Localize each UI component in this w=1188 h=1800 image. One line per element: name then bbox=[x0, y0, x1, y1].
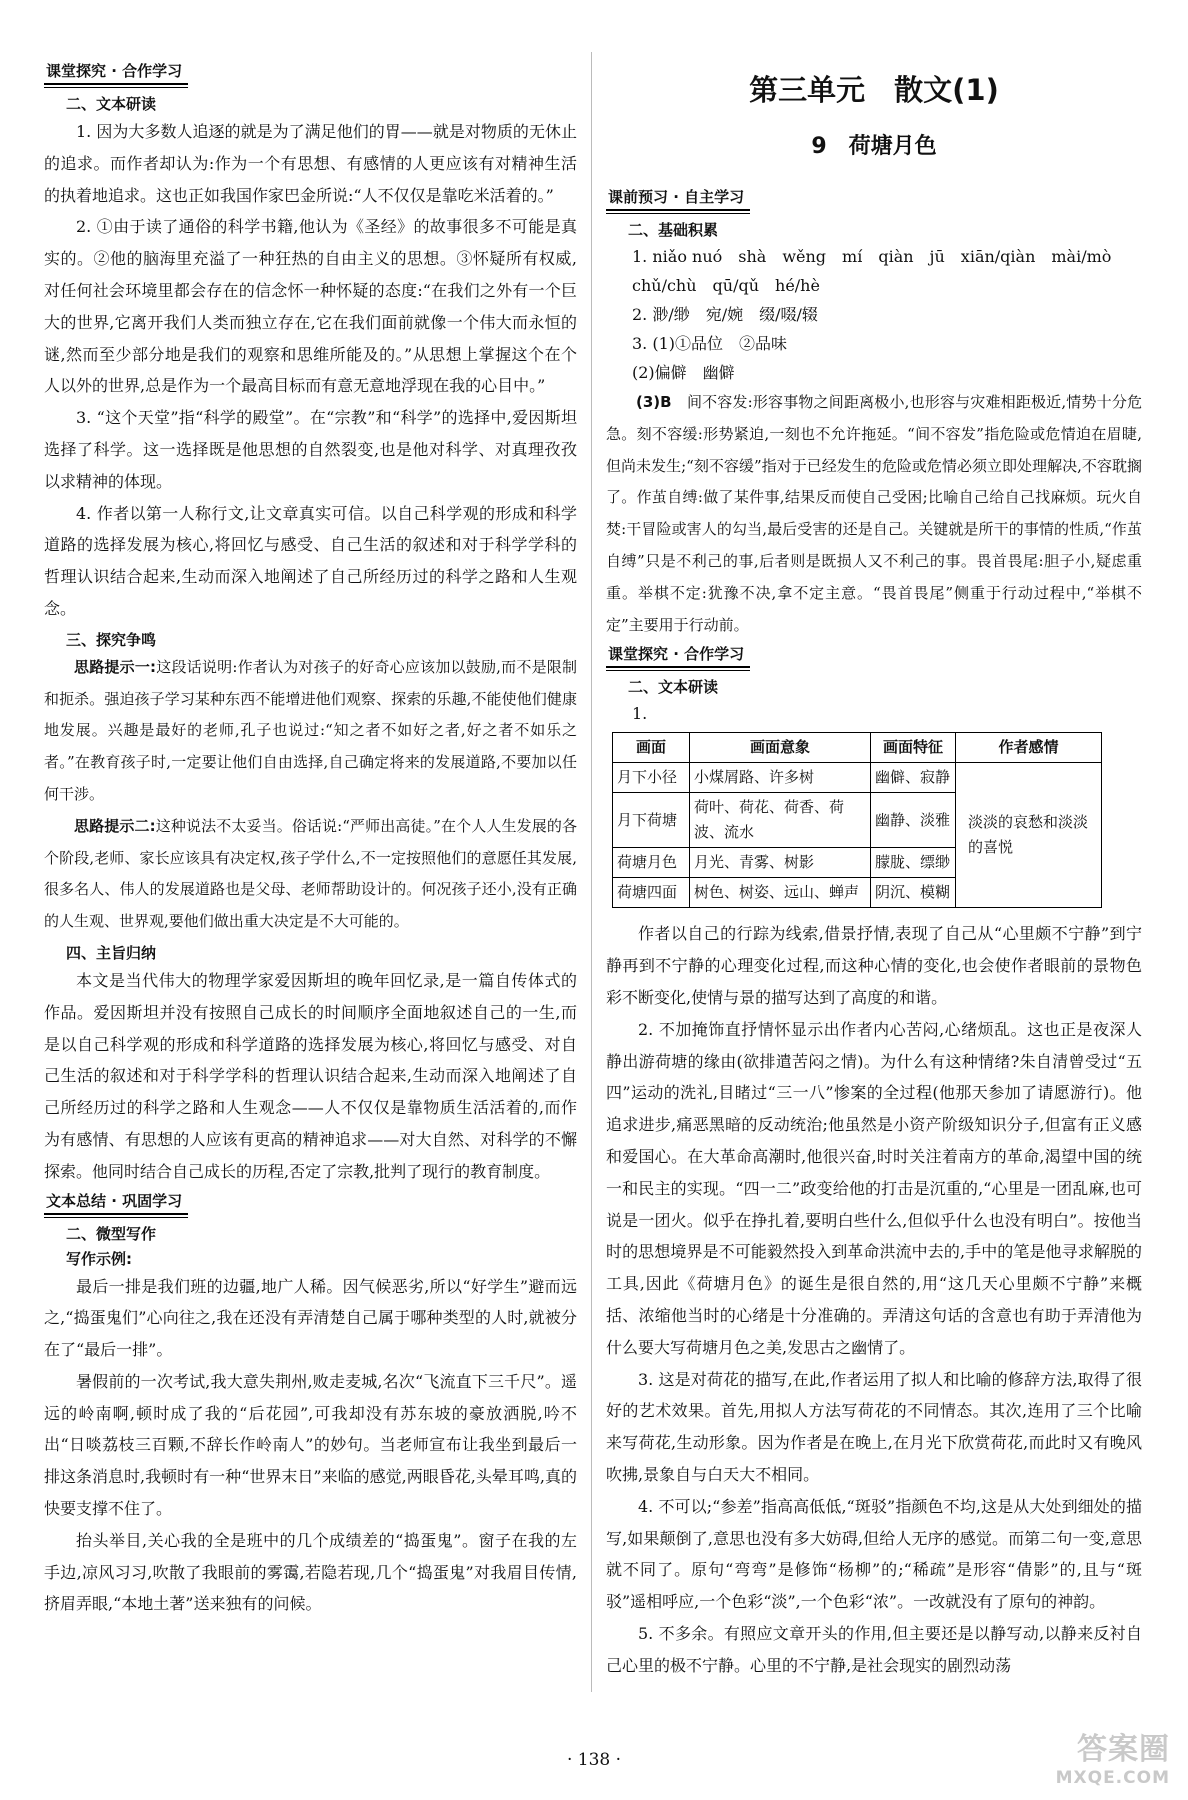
table-cell: 幽静、淡雅 bbox=[871, 793, 956, 848]
right-column bbox=[606, 58, 1142, 1682]
hint-paragraph bbox=[44, 652, 577, 811]
answer-paragraph: 2. ①由于读了通俗的科学书籍,他认为《圣经》的故事很多不可能是真实的。②他的脑海里充溢了一种狂热的自由主义的思想。③怀疑所有权威,对任何社会环境里都会存在的信念怀一种怀疑的态度:“在我们之外有一个巨大的世界,它离开我们人类而独立存在,它在我们面前就像一个伟大而永恒的谜,然而至少部分地是我们的观察和思维所能及的。”从思想上掌握这个在个人以外的世界,总是作为一个最高目标而有意无意地浮现在我的心目中。” bbox=[44, 217, 577, 396]
table-cell: 阴沉、模糊 bbox=[871, 878, 956, 908]
table-header: 画面 bbox=[613, 733, 690, 763]
pinyin-line: 1. niǎo nuó shà wěng mí qiàn jū xiān/qiàn mài/mò bbox=[632, 247, 1112, 266]
answer-paragraph: 3. “这个天堂”指“科学的殿堂”。在“宗教”和“科学”的选择中,爱因斯坦选择了科学。这一选择既是他思想的自然裂变,也是他对科学、对真理孜孜以求精神的体现。 bbox=[44, 408, 577, 491]
answer-paragraph: 3. 这是对荷花的描写,在此,作者运用了拟人和比喻的修辞方法,取得了很好的艺术效果。首先,用拟人方法写荷花的不同情态。其次,连用了三个比喻来写荷花,生动形象。因为作者是在晚上,在月光下欣赏荷花,而此时又有晚风吹拂,景象自与白天大不相同。 bbox=[606, 1369, 1142, 1484]
table-cell: 幽僻、寂静 bbox=[871, 763, 956, 793]
lesson-title: 9 荷塘月色 bbox=[811, 134, 937, 159]
watermark-logo bbox=[1020, 1724, 1170, 1788]
essay-paragraph: 最后一排是我们班的边疆,地广人稀。因气候恶劣,所以“好学生”避而远之,“捣蛋鬼们”心向往之,我在还没有弄清楚自己属于哪种类型的人时,就被分在了“最后一排”。 bbox=[44, 1276, 577, 1360]
section-header: 文本总结 · 巩固学习 bbox=[44, 1190, 188, 1215]
subheading: 写作示例: bbox=[66, 1249, 132, 1268]
hint-label: 思路提示二: bbox=[74, 816, 156, 835]
table-cell: 朦胧、缥缈 bbox=[871, 848, 956, 878]
answer-paragraph: 2. 不加掩饰直抒情怀显示出作者内心苦闷,心绪烦乱。这也正是夜深人静出游荷塘的缘由(欲排遣苦闷之情)。为什么有这种情绪?朱自清曾受过“五四”运动的洗礼,目睹过“三一八”惨案的全过程(他那天参加了请愿游行)。他追求进步,痛恶黑暗的反动统治;他虽然是小资产阶级知识分子,但富有正义感和爱国心。在大革命高潮时,他很兴奋,时时关注着南方的革命,渴望中国的统一和民主的实现。“四一二”政变给他的打击是沉重的,“心里是一团乱麻,也可说是一团火。似乎在挣扎着,要明白些什么,但似乎什么也没有明白”。按他当时的思想境界是不可能毅然投入到革命洪流中去的,手中的笔是他寻求解脱的工具,因此《荷塘月色》的诞生是很自然的,用“这几天心里颇不宁静”来概括、浓缩他当时的心绪是十分准确的。弄清这句话的含意也有助于弄清他为什么要大写荷塘月色之美,发思古之幽情了。 bbox=[606, 1019, 1142, 1357]
page-number: · 138 · bbox=[566, 1750, 622, 1770]
subheading: 二、微型写作 bbox=[66, 1224, 157, 1243]
left-column bbox=[44, 58, 577, 1620]
table-cell: 月下小径 bbox=[613, 763, 690, 793]
hint-label: 思路提示一: bbox=[74, 657, 157, 676]
table-header: 作者感情 bbox=[956, 733, 1102, 763]
table-cell: 月光、青雾、树影 bbox=[690, 848, 871, 878]
section-header: 课堂探究 · 合作学习 bbox=[44, 60, 188, 85]
table-cell: 月下荷塘 bbox=[613, 793, 690, 848]
table-row bbox=[613, 763, 1102, 793]
answer-text: 间不容发:形容事物之间距离极小,也形容与灾难相距极近,情势十分危急。刻不容缓:形势紧迫,一刻也不允许拖延。“间不容发”指危险或危情迫在眉睫,但尚未发生;“刻不容缓”指对于已经发生的危险或危情必须立即处理解决,不容耽搁了。作茧自缚:做了某件事,结果反而使自己受困;比喻自己给自己找麻烦。玩火自焚:干冒险或害人的勾当,最后受害的还是自己。关键就是所干的事情的性质,“作茧自缚”只是不利己的事,后者则是既损人又不利己的事。畏首畏尾:胆子小,疑虑重重。举棋不定:犹豫不决,拿不定主意。“畏首畏尾”侧重于行动过程中,“举棋不定”主要用于行动前。 bbox=[606, 393, 1142, 634]
subheading: 二、文本研读 bbox=[66, 95, 157, 113]
table-header-row bbox=[613, 733, 1102, 763]
answer-paragraph: 5. 不多余。有照应文章开头的作用,但主要还是以静写动,以静来反衬自己心里的极不宁静。心里的不宁静,是社会现实的剧烈动荡 bbox=[606, 1623, 1142, 1675]
hint-text: 这段话说明:作者认为对孩子的好奇心应该加以鼓励,而不是限制和扼杀。强迫孩子学习某种东西不能增进他们观察、探索的乐趣,不能使他们健康地发展。兴趣是最好的老师,孔子也说过:“知之者不如好之者,好之者不如乐之者。”在教育孩子时,一定要让他们自由选择,自己确定将来的发展道路,不要加以任何干涉。 bbox=[44, 657, 578, 803]
pinyin-line: chǔ/chù qū/qǔ hé/hè bbox=[632, 276, 820, 295]
table-cell: 小煤屑路、许多树 bbox=[690, 763, 871, 793]
watermark-text: 答案圈 bbox=[1077, 1732, 1170, 1767]
essay-paragraph: 暑假前的一次考试,我大意失荆州,败走麦城,名次“飞流直下三千尺”。遥远的岭南啊,顿时成了我的“后花园”,可我却没有苏东坡的豪放洒脱,吟不出“日啖荔枝三百颗,不辞长作岭南人”的妙句。当老师宣布让我坐到最后一排这条消息时,我顿时有一种“世界末日”来临的感觉,两眼昏花,头晕耳鸣,真的快要支撑不住了。 bbox=[44, 1371, 577, 1519]
subheading: 二、文本研读 bbox=[628, 678, 719, 697]
subheading: 四、主旨归纳 bbox=[66, 943, 157, 962]
table-cell: 荷塘四面 bbox=[613, 878, 690, 908]
emotion-cell: 淡淡的哀愁和淡淡的喜悦 bbox=[956, 763, 1102, 908]
answer-paragraph: 作者以自己的行踪为线索,借景抒情,表现了自己从“心里颇不宁静”到宁静再到不宁静的心理变化过程,而这种心情的变化,也会使作者眼前的景物色彩不断变化,使情与景的描写达到了高度的和谐。 bbox=[606, 924, 1142, 1007]
section-header: 课堂探究 · 合作学习 bbox=[606, 643, 750, 668]
table-header: 画面特征 bbox=[871, 733, 956, 763]
table-cell: 树色、树姿、远山、蝉声 bbox=[690, 878, 871, 908]
unit-title: 第三单元 散文(1) bbox=[749, 73, 999, 107]
column-divider bbox=[591, 52, 592, 1692]
answer-paragraph bbox=[606, 387, 1142, 641]
scene-table bbox=[612, 732, 1102, 908]
section-header: 课前预习 · 自主学习 bbox=[606, 186, 750, 211]
summary-paragraph: 本文是当代伟大的物理学家爱因斯坦的晚年回忆录,是一篇自传体式的作品。爱因斯坦并没有按照自己成长的时间顺序全面地叙述自己的一生,而是以自己科学观的形成和科学道路的选择发展为核心,将回忆与感受、对自己生活的叙述和对于科学学科的哲理认识结合起来,生动而深入地阐述了自己所经历过的科学之路和人生观念——人不仅仅是靠物质生活活着的,而作为有感情、有思想的人应该有更高的精神追求——对大自然、对科学的不懈探索。他同时结合自己成长的历程,否定了宗教,批判了现行的教育制度。 bbox=[44, 970, 577, 1181]
answer-label: (3)B bbox=[636, 393, 672, 411]
table-header: 画面意象 bbox=[690, 733, 871, 763]
hint-text: 这种说法不太妥当。俗话说:“严师出高徒。”在个人人生发展的各个阶段,老师、家长应该具有决定权,孩子学什么,不一定按照他们的意愿任其发展,很多名人、伟人的发展道路也是父母、老师帮助设计的。何况孩子还小,没有正确的人生观、世界观,要他们做出重大决定是不大可能的。 bbox=[44, 816, 577, 931]
table-cell: 荷叶、荷花、荷香、荷波、流水 bbox=[690, 793, 871, 848]
essay-paragraph: 抬头举目,关心我的全是班中的几个成绩差的“捣蛋鬼”。窗子在我的左手边,凉风习习,吹散了我眼前的雾霭,若隐若现,几个“捣蛋鬼”对我眉目传情,挤眉弄眼,“本地土著”送来独有的问候。 bbox=[44, 1530, 577, 1614]
table-cell: 荷塘月色 bbox=[613, 848, 690, 878]
answer-line: 3. (1)①品位 ②品味 bbox=[632, 334, 788, 353]
table-label: 1. bbox=[632, 704, 648, 724]
hint-paragraph bbox=[44, 811, 577, 938]
watermark-url: MXQE.COM bbox=[1055, 1768, 1170, 1788]
answer-line: 2. 渺/缈 宛/婉 缀/啜/辍 bbox=[632, 305, 818, 324]
answer-paragraph: 4. 不可以;“参差”指高高低低,“斑驳”指颜色不均,这是从大处到细处的描写,如果颠倒了,意思也没有多大妨碍,但给人无序的感觉。而第二句一变,意思就不同了。原句“弯弯”是修饰“杨柳”的;“稀疏”是形容“倩影”的,且与“斑驳”遥相呼应,一个色彩“淡”,一个色彩“浓”。一改就没有了原句的神韵。 bbox=[606, 1496, 1142, 1612]
subheading: 二、基础积累 bbox=[628, 221, 719, 239]
subheading: 三、探究争鸣 bbox=[66, 630, 157, 649]
answer-line: (2)偏僻 幽僻 bbox=[632, 363, 735, 382]
answer-paragraph: 1. 因为大多数人追逐的就是为了满足他们的胃——就是对物质的无休止的追求。而作者却认为:作为一个有思想、有感情的人更应该有对精神生活的执着地追求。这也正如我国作家巴金所说:“人不仅仅是靠吃米活着的。” bbox=[44, 122, 577, 205]
answer-paragraph: 4. 作者以第一人称行文,让文章真实可信。以自己科学观的形成和科学道路的选择发展为核心,将回忆与感受、自己生活的叙述和对于科学学科的哲理认识结合起来,生动而深入地阐述了自己所经历过的科学之路和人生观念。 bbox=[44, 503, 577, 618]
